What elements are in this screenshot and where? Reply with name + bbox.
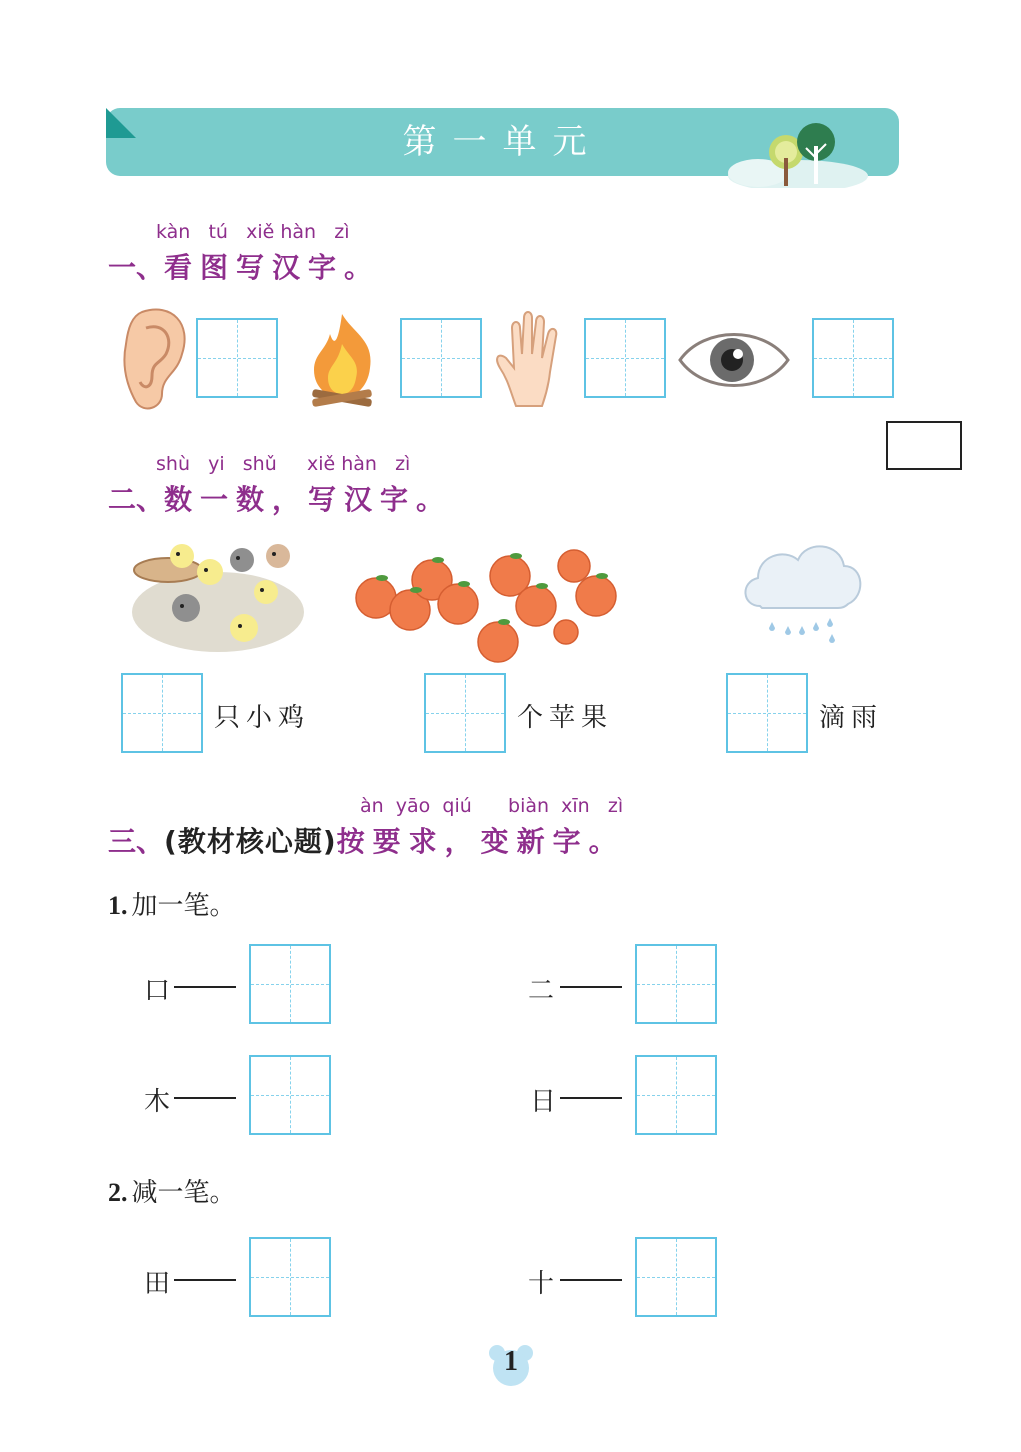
dash-line	[560, 986, 622, 988]
section3-heading: 三、(教材核心题)按要求，变新字。	[108, 825, 625, 858]
dash-line	[560, 1279, 622, 1281]
apples-label: 个苹果	[517, 703, 614, 733]
writing-box-shi[interactable]	[635, 1237, 717, 1317]
page-number: 1	[504, 1346, 518, 1377]
question1-label: 1. 加一笔。	[108, 891, 236, 921]
char-er: 二	[528, 976, 555, 1006]
question2-label: 2. 减一笔。	[108, 1178, 236, 1208]
fire-icon	[304, 310, 380, 410]
writing-box-apples-count[interactable]	[424, 673, 506, 753]
section1-heading: 一、看图写汉字。	[108, 251, 381, 284]
section2-pinyin: shù yi shǔ xiě hàn zì	[156, 453, 411, 475]
dash-line	[560, 1097, 622, 1099]
char-kou: 口	[144, 976, 171, 1006]
char-tian: 田	[144, 1269, 171, 1299]
writing-box-kou[interactable]	[249, 944, 331, 1024]
char-ri: 日	[530, 1087, 557, 1117]
dash-line	[174, 1097, 236, 1099]
dash-line	[174, 1279, 236, 1281]
writing-box-raindrops-count[interactable]	[726, 673, 808, 753]
trees-icon	[728, 118, 868, 188]
apples-icon	[352, 540, 620, 666]
char-mu: 木	[144, 1087, 171, 1117]
ear-icon	[122, 304, 188, 414]
section3-pinyin: àn yāo qiú biàn xīn zì	[360, 795, 624, 817]
writing-box-ri[interactable]	[635, 1055, 717, 1135]
writing-box-tian[interactable]	[249, 1237, 331, 1317]
writing-box-mu[interactable]	[249, 1055, 331, 1135]
hand-icon	[488, 310, 568, 410]
unit-title: 第一单元	[402, 122, 603, 162]
chicks-icon	[132, 536, 304, 654]
section2-heading: 二、数一数，写汉字。	[108, 483, 453, 516]
writing-box-eye[interactable]	[812, 318, 894, 398]
char-shi: 十	[528, 1269, 555, 1299]
writing-box-fire[interactable]	[400, 318, 482, 398]
dash-line	[174, 986, 236, 988]
writing-box-ear[interactable]	[196, 318, 278, 398]
chicks-label: 只小鸡	[214, 703, 311, 733]
section1-pinyin: kàn tú xiě hàn zì	[156, 221, 350, 243]
writing-box-er[interactable]	[635, 944, 717, 1024]
eye-icon	[674, 322, 794, 398]
answer-box[interactable]	[886, 421, 962, 470]
rain-cloud-icon	[740, 538, 866, 644]
writing-box-hand[interactable]	[584, 318, 666, 398]
writing-box-chicks-count[interactable]	[121, 673, 203, 753]
raindrops-label: 滴雨	[819, 703, 884, 733]
